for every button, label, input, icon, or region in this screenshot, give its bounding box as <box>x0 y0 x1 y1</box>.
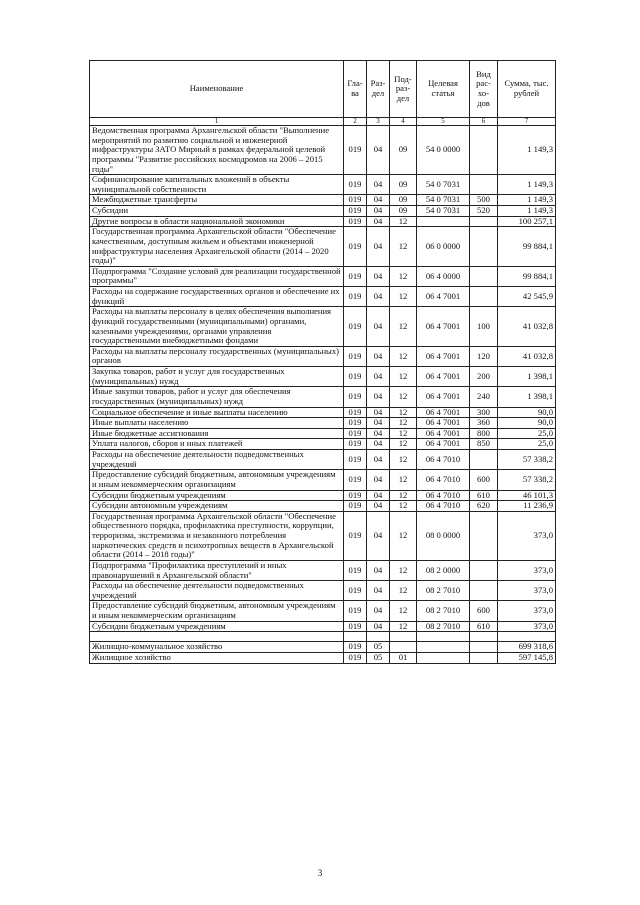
row-amount: 41 032,8 <box>498 346 556 366</box>
row-section: 04 <box>367 581 390 601</box>
row-section: 04 <box>367 387 390 407</box>
row-name: Ведомственная программа Архангельской области "Выполнение мероприятий по развитию социальной и инженерной инфраструктуры ЗАТО Мирный в рамках федеральной целевой программы "Развитие российских космодромов на 2006 – 2015 годы" <box>90 126 344 175</box>
row-name: Жилищно-коммунальное хозяйство <box>90 642 344 653</box>
row-target-article: 06 4 7010 <box>417 450 470 470</box>
row-chapter: 019 <box>344 266 367 286</box>
header-amount: Сумма, тыс. рублей <box>498 61 556 118</box>
row-subsection: 12 <box>390 428 417 439</box>
row-section: 04 <box>367 490 390 501</box>
row-amount: 42 545,9 <box>498 287 556 307</box>
row-target-article: 54 0 7031 <box>417 206 470 217</box>
row-chapter: 019 <box>344 581 367 601</box>
table-row <box>90 621 556 632</box>
row-name: Иные выплаты населению <box>90 418 344 429</box>
table-row <box>90 450 556 470</box>
row-subsection: 12 <box>390 581 417 601</box>
row-subsection: 12 <box>390 621 417 632</box>
row-chapter: 019 <box>344 227 367 267</box>
row-amount: 373,0 <box>498 581 556 601</box>
table-row <box>90 287 556 307</box>
row-chapter: 019 <box>344 346 367 366</box>
row-target-article: 06 4 7010 <box>417 490 470 501</box>
row-expense-type <box>470 287 498 307</box>
row-chapter: 019 <box>344 621 367 632</box>
table-row <box>90 581 556 601</box>
row-name: Субсидии <box>90 206 344 217</box>
row-name: Иные бюджетные ассигнования <box>90 428 344 439</box>
row-target-article: 08 2 7010 <box>417 621 470 632</box>
row-amount: 373,0 <box>498 511 556 560</box>
row-name: Уплата налогов, сборов и иных платежей <box>90 439 344 450</box>
table-row <box>90 428 556 439</box>
row-section: 05 <box>367 642 390 653</box>
row-expense-type <box>470 227 498 267</box>
row-name: Подпрограмма "Создание условий для реализации государственной программы" <box>90 266 344 286</box>
row-chapter: 019 <box>344 307 367 347</box>
row-section: 04 <box>367 601 390 621</box>
row-section: 04 <box>367 307 390 347</box>
row-name: Предоставление субсидий бюджетным, автономным учреждениям и иным некоммерческим организациям <box>90 470 344 490</box>
row-expense-type: 100 <box>470 307 498 347</box>
row-chapter: 019 <box>344 216 367 227</box>
row-target-article <box>417 642 470 653</box>
row-expense-type <box>470 511 498 560</box>
table-row <box>90 439 556 450</box>
row-expense-type <box>470 632 498 642</box>
row-amount: 11 236,9 <box>498 501 556 512</box>
table-row <box>90 511 556 560</box>
row-subsection: 12 <box>390 407 417 418</box>
row-section: 04 <box>367 216 390 227</box>
row-subsection: 12 <box>390 227 417 267</box>
row-target-article: 06 4 7001 <box>417 439 470 450</box>
row-section: 04 <box>367 175 390 195</box>
row-section: 04 <box>367 266 390 286</box>
row-target-article: 06 4 7001 <box>417 387 470 407</box>
row-chapter: 019 <box>344 601 367 621</box>
row-amount: 57 338,2 <box>498 450 556 470</box>
row-subsection: 12 <box>390 216 417 227</box>
row-amount: 90,0 <box>498 418 556 429</box>
row-subsection: 12 <box>390 511 417 560</box>
row-chapter: 019 <box>344 470 367 490</box>
row-amount: 57 338,2 <box>498 470 556 490</box>
row-section: 04 <box>367 501 390 512</box>
row-section: 04 <box>367 407 390 418</box>
row-amount <box>498 632 556 642</box>
row-name: Предоставление субсидий бюджетным, автономным учреждениям и иным некоммерческим организациям <box>90 601 344 621</box>
row-target-article: 06 4 7001 <box>417 407 470 418</box>
row-amount: 373,0 <box>498 621 556 632</box>
row-name: Расходы на выплаты персоналу в целях обеспечения выполнения функций государственными (муниципальными) органами, казенными учреждениями, органами управления государственными внебюджетными фондами <box>90 307 344 347</box>
row-chapter: 019 <box>344 387 367 407</box>
row-amount: 597 145,8 <box>498 652 556 663</box>
header-section: Раз- дел <box>367 61 390 118</box>
table-row <box>90 418 556 429</box>
header-name: Наименование <box>90 61 344 118</box>
blank-row <box>90 632 556 642</box>
row-expense-type: 620 <box>470 501 498 512</box>
row-subsection <box>390 642 417 653</box>
table-row <box>90 266 556 286</box>
row-target-article: 06 4 7001 <box>417 367 470 387</box>
row-amount: 25,0 <box>498 439 556 450</box>
row-chapter: 019 <box>344 501 367 512</box>
row-amount: 100 257,1 <box>498 216 556 227</box>
row-chapter: 019 <box>344 490 367 501</box>
row-name: Субсидии бюджетным учреждениям <box>90 490 344 501</box>
row-amount: 373,0 <box>498 560 556 580</box>
row-amount: 99 884,1 <box>498 266 556 286</box>
column-number: 1 <box>90 118 344 126</box>
row-expense-type <box>470 216 498 227</box>
table-row <box>90 652 556 663</box>
table-row <box>90 367 556 387</box>
row-expense-type <box>470 266 498 286</box>
row-name: Государственная программа Архангельской области "Обеспечение качественным, доступным жильем и объектами инженерной инфраструктуры населения Архангельской области (2014 – 2020 годы)" <box>90 227 344 267</box>
row-name: Субсидии автономным учреждениям <box>90 501 344 512</box>
row-expense-type: 610 <box>470 621 498 632</box>
header-expense-type: Вид рас- хо- дов <box>470 61 498 118</box>
row-subsection: 12 <box>390 490 417 501</box>
table-row <box>90 206 556 217</box>
row-chapter: 019 <box>344 206 367 217</box>
row-name: Социальное обеспечение и иные выплаты населению <box>90 407 344 418</box>
row-section: 04 <box>367 418 390 429</box>
table-row <box>90 227 556 267</box>
row-subsection: 12 <box>390 601 417 621</box>
table-row <box>90 560 556 580</box>
header-subsection: Под- раз- дел <box>390 61 417 118</box>
row-chapter: 019 <box>344 428 367 439</box>
header-chapter: Гла- ва <box>344 61 367 118</box>
row-expense-type: 300 <box>470 407 498 418</box>
row-expense-type: 520 <box>470 206 498 217</box>
row-subsection: 12 <box>390 307 417 347</box>
row-amount: 1 149,3 <box>498 126 556 175</box>
row-target-article: 06 4 7001 <box>417 428 470 439</box>
row-subsection: 12 <box>390 367 417 387</box>
page-number: 3 <box>317 868 323 878</box>
row-target-article: 06 4 7010 <box>417 470 470 490</box>
row-name: Другие вопросы в области национальной экономики <box>90 216 344 227</box>
row-expense-type: 240 <box>470 387 498 407</box>
row-amount: 1 149,3 <box>498 175 556 195</box>
row-name: Иные закупки товаров, работ и услуг для обеспечения государственных (муниципальных) нужд <box>90 387 344 407</box>
row-target-article: 54 0 7031 <box>417 175 470 195</box>
row-section: 04 <box>367 195 390 206</box>
table-row <box>90 490 556 501</box>
row-chapter: 019 <box>344 175 367 195</box>
row-target-article: 06 4 7010 <box>417 501 470 512</box>
row-chapter: 019 <box>344 642 367 653</box>
row-subsection: 09 <box>390 175 417 195</box>
row-expense-type <box>470 642 498 653</box>
row-section: 04 <box>367 206 390 217</box>
row-expense-type: 120 <box>470 346 498 366</box>
row-subsection: 12 <box>390 560 417 580</box>
row-amount: 1 398,1 <box>498 367 556 387</box>
row-chapter: 019 <box>344 652 367 663</box>
row-chapter: 019 <box>344 450 367 470</box>
row-subsection: 12 <box>390 387 417 407</box>
row-section: 04 <box>367 227 390 267</box>
row-target-article: 08 2 7010 <box>417 581 470 601</box>
row-name: Закупка товаров, работ и услуг для государственных (муниципальных) нужд <box>90 367 344 387</box>
row-section: 04 <box>367 428 390 439</box>
table-row <box>90 642 556 653</box>
row-expense-type <box>470 175 498 195</box>
row-section: 04 <box>367 346 390 366</box>
row-chapter: 019 <box>344 511 367 560</box>
row-target-article: 06 4 7001 <box>417 346 470 366</box>
row-subsection: 12 <box>390 450 417 470</box>
row-amount: 41 032,8 <box>498 307 556 347</box>
row-chapter: 019 <box>344 407 367 418</box>
row-name <box>90 632 344 642</box>
row-expense-type: 360 <box>470 418 498 429</box>
row-chapter: 019 <box>344 126 367 175</box>
row-expense-type: 200 <box>470 367 498 387</box>
row-expense-type: 610 <box>470 490 498 501</box>
row-name: Расходы на обеспечение деятельности подведомственных учреждений <box>90 581 344 601</box>
row-section <box>367 632 390 642</box>
column-number: 4 <box>390 118 417 126</box>
row-expense-type: 500 <box>470 195 498 206</box>
row-name: Расходы на выплаты персоналу государственных (муниципальных) органов <box>90 346 344 366</box>
row-subsection: 12 <box>390 346 417 366</box>
row-subsection: 12 <box>390 266 417 286</box>
row-chapter: 019 <box>344 418 367 429</box>
row-target-article: 08 2 0000 <box>417 560 470 580</box>
row-subsection: 12 <box>390 439 417 450</box>
row-target-article: 06 4 7001 <box>417 418 470 429</box>
row-subsection: 12 <box>390 501 417 512</box>
row-expense-type <box>470 652 498 663</box>
row-section: 04 <box>367 450 390 470</box>
row-target-article: 54 0 0000 <box>417 126 470 175</box>
row-chapter: 019 <box>344 560 367 580</box>
table-row <box>90 470 556 490</box>
table-row <box>90 346 556 366</box>
row-target-article: 08 0 0000 <box>417 511 470 560</box>
table-row <box>90 126 556 175</box>
row-subsection: 12 <box>390 287 417 307</box>
row-section: 04 <box>367 287 390 307</box>
row-amount: 99 884,1 <box>498 227 556 267</box>
row-section: 04 <box>367 560 390 580</box>
row-name: Софинансирование капитальных вложений в объекты муниципальной собственности <box>90 175 344 195</box>
row-target-article: 08 2 7010 <box>417 601 470 621</box>
row-subsection: 09 <box>390 195 417 206</box>
row-expense-type <box>470 450 498 470</box>
column-number: 2 <box>344 118 367 126</box>
row-expense-type <box>470 581 498 601</box>
row-section: 04 <box>367 126 390 175</box>
row-name: Подпрограмма "Профилактика преступлений и иных правонарушений в Архангельской области" <box>90 560 344 580</box>
table-row <box>90 501 556 512</box>
table-row <box>90 307 556 347</box>
row-section: 04 <box>367 470 390 490</box>
row-section: 04 <box>367 439 390 450</box>
row-subsection: 12 <box>390 418 417 429</box>
header-row <box>90 61 556 118</box>
table-row <box>90 387 556 407</box>
row-target-article <box>417 216 470 227</box>
row-target-article <box>417 652 470 663</box>
column-number: 5 <box>417 118 470 126</box>
table-row <box>90 216 556 227</box>
table-row <box>90 407 556 418</box>
row-name: Субсидии бюджетным учреждениям <box>90 621 344 632</box>
table-body <box>90 126 556 664</box>
header-target-article: Целевая статья <box>417 61 470 118</box>
row-amount: 1 149,3 <box>498 206 556 217</box>
row-chapter: 019 <box>344 195 367 206</box>
row-amount: 373,0 <box>498 601 556 621</box>
row-amount: 699 318,6 <box>498 642 556 653</box>
row-amount: 1 398,1 <box>498 387 556 407</box>
row-section: 04 <box>367 367 390 387</box>
row-amount: 90,0 <box>498 407 556 418</box>
row-name: Государственная программа Архангельской области "Обеспечение общественного порядка, профилактика преступности, коррупции, терроризма, экстремизма и незаконного потребления наркотических средств и психотропных веществ в Архангельской области (2014 – 2018 годы)" <box>90 511 344 560</box>
row-name: Жилищное хозяйство <box>90 652 344 663</box>
row-section: 04 <box>367 511 390 560</box>
table-row <box>90 175 556 195</box>
row-chapter: 019 <box>344 287 367 307</box>
row-amount: 46 101,3 <box>498 490 556 501</box>
row-expense-type: 850 <box>470 439 498 450</box>
row-subsection: 01 <box>390 652 417 663</box>
row-name: Расходы на содержание государственных органов и обеспечение их функций <box>90 287 344 307</box>
row-name: Расходы на обеспечение деятельности подведомственных учреждений <box>90 450 344 470</box>
row-chapter: 019 <box>344 439 367 450</box>
row-target-article: 06 4 7001 <box>417 287 470 307</box>
row-subsection: 12 <box>390 470 417 490</box>
budget-table <box>89 60 556 664</box>
row-amount: 1 149,3 <box>498 195 556 206</box>
row-expense-type: 800 <box>470 428 498 439</box>
table-row <box>90 195 556 206</box>
row-expense-type: 600 <box>470 470 498 490</box>
row-chapter: 019 <box>344 367 367 387</box>
table-row <box>90 601 556 621</box>
row-target-article: 06 4 0000 <box>417 266 470 286</box>
row-chapter <box>344 632 367 642</box>
column-number: 7 <box>498 118 556 126</box>
row-expense-type <box>470 126 498 175</box>
row-subsection: 09 <box>390 206 417 217</box>
row-target-article: 06 4 7001 <box>417 307 470 347</box>
row-name: Межбюджетные трансферты <box>90 195 344 206</box>
row-target-article: 54 0 7031 <box>417 195 470 206</box>
row-amount: 25,0 <box>498 428 556 439</box>
column-number: 6 <box>470 118 498 126</box>
row-section: 04 <box>367 621 390 632</box>
row-expense-type: 600 <box>470 601 498 621</box>
column-number: 3 <box>367 118 390 126</box>
row-subsection <box>390 632 417 642</box>
row-target-article <box>417 632 470 642</box>
row-section: 05 <box>367 652 390 663</box>
row-target-article: 06 0 0000 <box>417 227 470 267</box>
row-expense-type <box>470 560 498 580</box>
row-subsection: 09 <box>390 126 417 175</box>
